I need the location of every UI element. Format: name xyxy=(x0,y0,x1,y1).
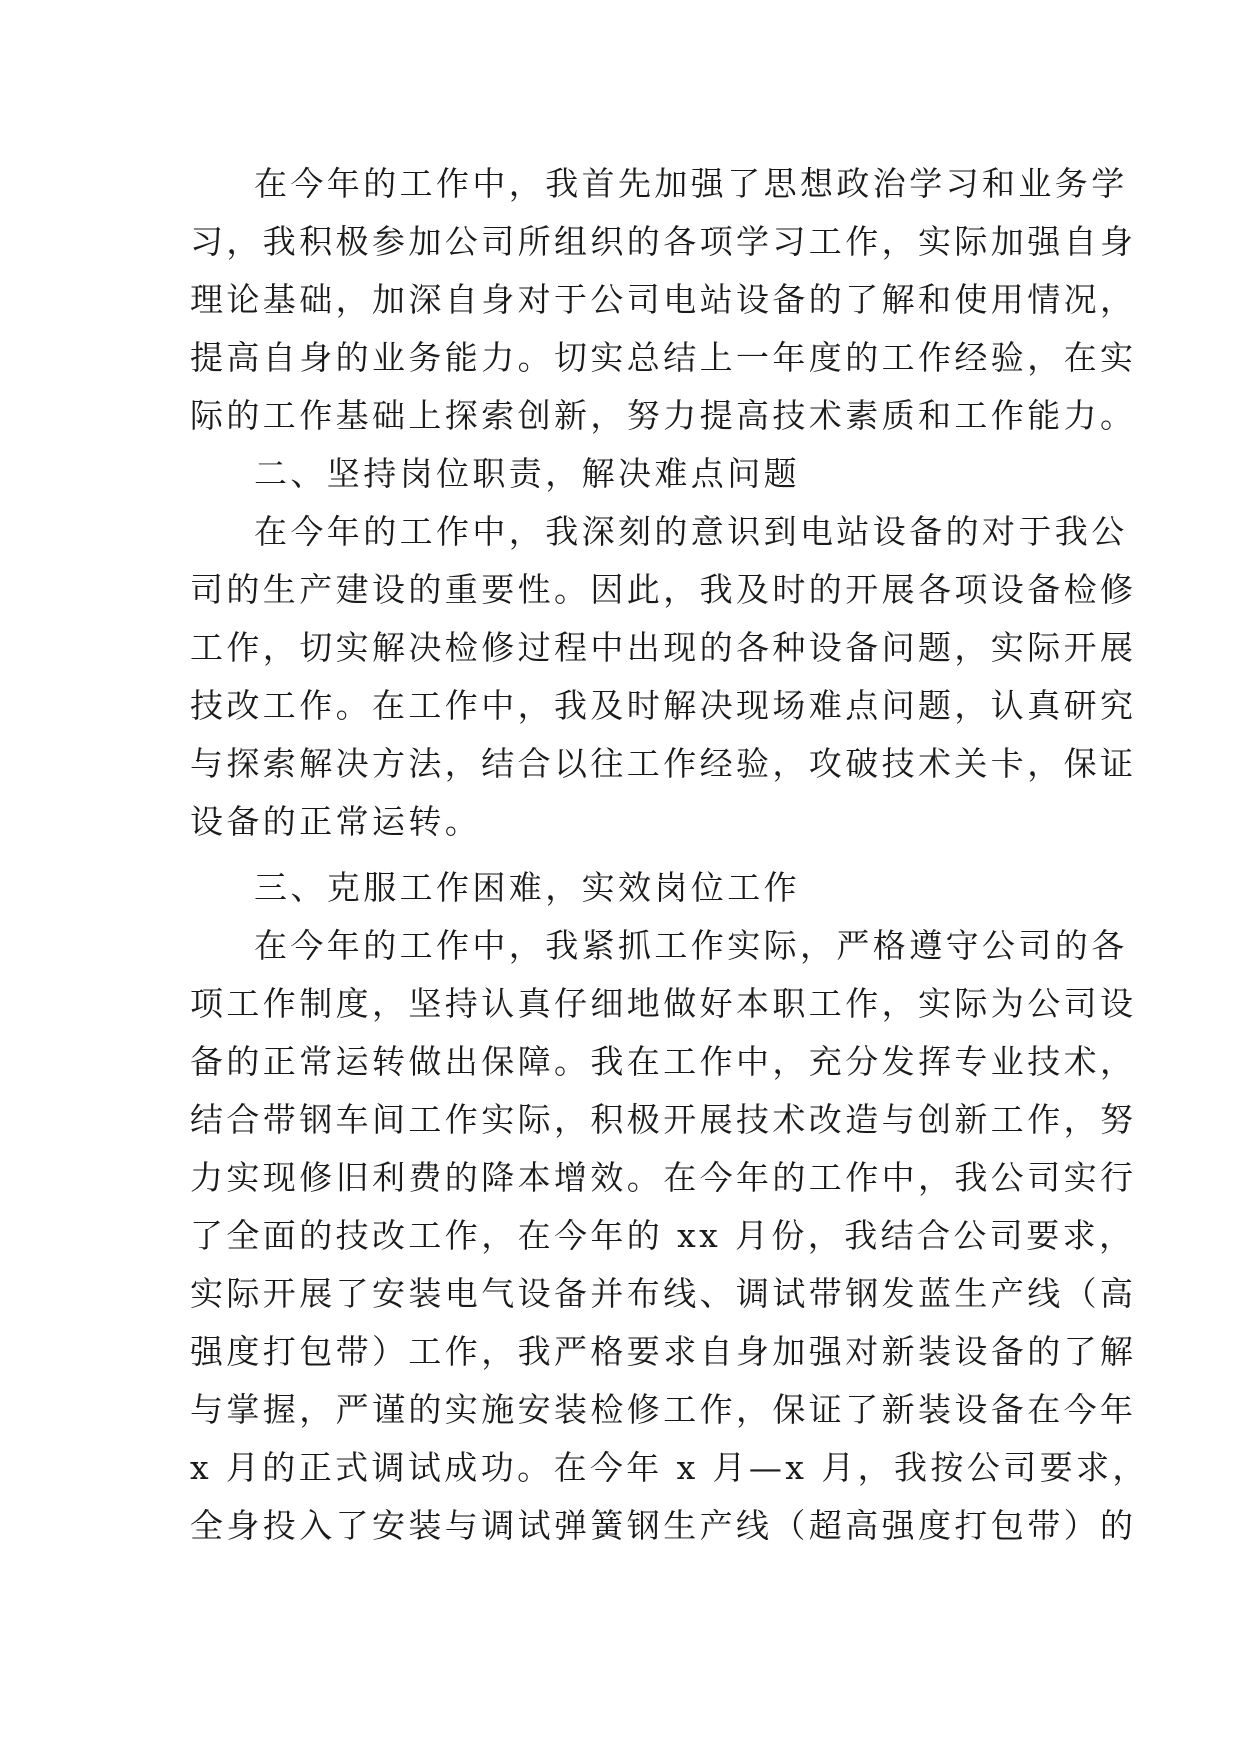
paragraph-line: 备的正常运转做出保障。我在工作中，充分发挥专业技术， xyxy=(190,1042,1137,1081)
section-heading-2 xyxy=(190,445,1060,503)
paragraph-line: 工作，切实解决检修过程中出现的各种设备问题，实际开展 xyxy=(190,628,1137,667)
paragraph-2 xyxy=(190,503,1137,851)
paragraph-line: 力实现修旧利费的降本增效。在今年的工作中，我公司实行 xyxy=(190,1158,1137,1197)
paragraph-line: 在今年的工作中，我紧抓工作实际，严格遵守公司的各 xyxy=(254,926,1128,965)
paragraph-line: 项工作制度，坚持认真仔细地做好本职工作，实际为公司设 xyxy=(190,984,1137,1023)
paragraph-line: 习，我积极参加公司所组织的各项学习工作，实际加强自身 xyxy=(190,222,1137,261)
paragraph-line: 与掌握，严谨的实施安装检修工作，保证了新装设备在今年 xyxy=(190,1390,1137,1429)
paragraph-3 xyxy=(190,917,1149,1555)
paragraph-line: 际的工作基础上探索创新，努力提高技术素质和工作能力。 xyxy=(190,396,1137,435)
paragraph-line: x 月的正式调试成功。在今年 x 月—x 月，我按公司要求， xyxy=(190,1448,1149,1487)
paragraph-line: 提高自身的业务能力。切实总结上一年度的工作经验，在实 xyxy=(190,338,1137,377)
paragraph-line: 设备的正常运转。 xyxy=(190,802,482,841)
paragraph-line: 理论基础，加深自身对于公司电站设备的了解和使用情况， xyxy=(190,280,1137,319)
heading-line: 三、克服工作困难，实效岗位工作 xyxy=(254,868,800,907)
paragraph-line: 司的生产建设的重要性。因此，我及时的开展各项设备检修 xyxy=(190,570,1137,609)
paragraph-line: 强度打包带）工作，我严格要求自身加强对新装设备的了解 xyxy=(190,1332,1137,1371)
document-body xyxy=(190,155,1149,1555)
paragraph-line: 在今年的工作中，我首先加强了思想政治学习和业务学 xyxy=(254,164,1128,203)
paragraph-line: 与探索解决方法，结合以往工作经验，攻破技术关卡，保证 xyxy=(190,744,1137,783)
paragraph-line: 实际开展了安装电气设备并布线、调试带钢发蓝生产线（高 xyxy=(190,1274,1137,1313)
section-heading-3 xyxy=(190,859,1060,917)
paragraph-line: 全身投入了安装与调试弹簧钢生产线（超高强度打包带）的 xyxy=(190,1506,1137,1545)
section-spacer xyxy=(190,851,1060,859)
paragraph-line: 技改工作。在工作中，我及时解决现场难点问题，认真研究 xyxy=(190,686,1137,725)
paragraph-line: 在今年的工作中，我深刻的意识到电站设备的对于我公 xyxy=(254,512,1128,551)
paragraph-line: 了全面的技改工作，在今年的 xx 月份，我结合公司要求， xyxy=(190,1216,1136,1255)
paragraph-line: 结合带钢车间工作实际，积极开展技术改造与创新工作，努 xyxy=(190,1100,1137,1139)
paragraph-1 xyxy=(190,155,1137,445)
heading-line: 二、坚持岗位职责，解决难点问题 xyxy=(254,454,800,493)
